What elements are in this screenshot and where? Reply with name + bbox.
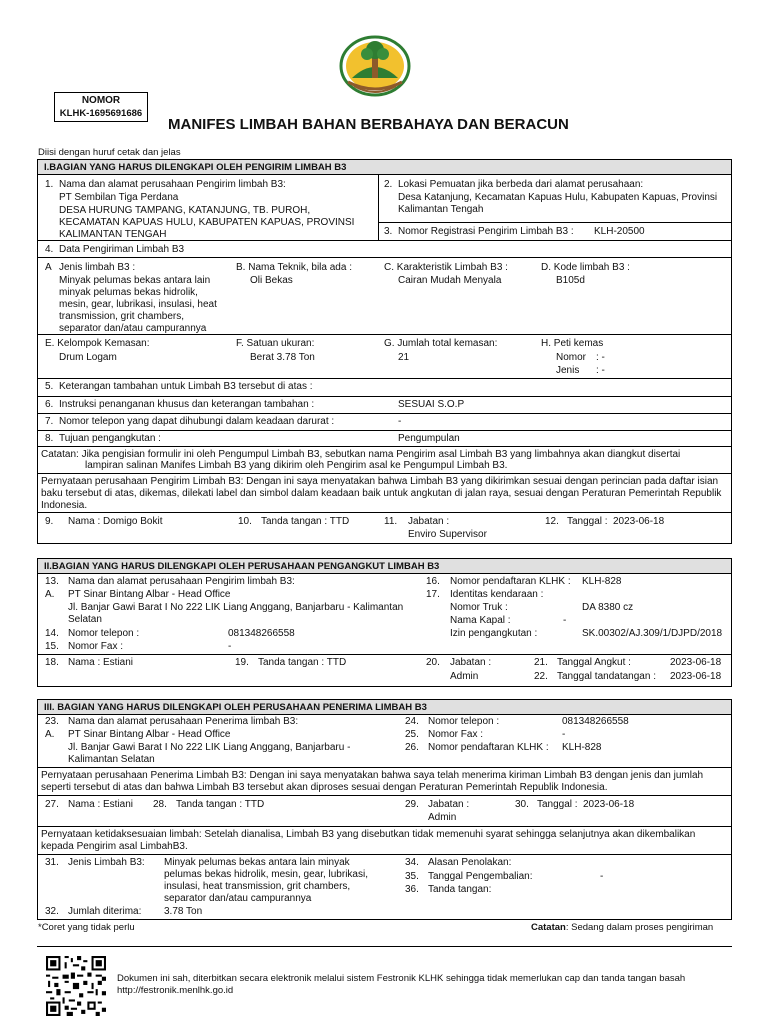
rejection-reason-label: Alasan Penolakan: — [428, 857, 512, 868]
nonconformity-statement: Pernyataan ketidaksesuaian limbah: Setelah dianalisa, Limbah B3 yang disebutkan tidak memenuhi syarat sehingga selanjutnya akan dikembalikan kepada Pengirim asal LimbahB3. — [41, 829, 696, 852]
transporter-phone-label: Nomor telepon : — [68, 628, 140, 639]
container-type-value: : - — [596, 365, 605, 376]
receiver-phone-label: Nomor telepon : — [428, 716, 500, 727]
field-num: 29. — [405, 799, 419, 810]
sender-date-value: 2023-06-18 — [613, 516, 665, 527]
field-num: 16. — [426, 576, 440, 587]
technical-name-label: B. Nama Teknik, bila ada : — [236, 262, 352, 273]
return-date-value: - — [600, 871, 604, 882]
signing-date-value: 2023-06-18 — [670, 671, 722, 682]
field-num: 14. — [45, 628, 59, 639]
page-title: MANIFES LIMBAH BAHAN BERBAHAYA DAN BERACUN — [168, 116, 569, 133]
transporter-fax-value: - — [228, 641, 232, 652]
truck-number-value: DA 8380 cz — [582, 602, 634, 613]
field-num: 24. — [405, 716, 419, 727]
received-waste-type-label: Jenis Limbah B3: — [68, 857, 145, 868]
field-num: 11. — [384, 516, 398, 527]
return-signature-label: Tanda tangan: — [428, 884, 492, 895]
unit-label: F. Satuan ukuran: — [236, 338, 315, 349]
sender-position-value: Enviro Supervisor — [408, 529, 487, 540]
registration-value: KLH-20500 — [594, 226, 645, 237]
field-num: 9. — [45, 516, 54, 527]
note-text: Catatan: Jika pengisian formulir ini oleh Pengumpul Limbah B3, sebutkan nama Pengirim asal Limbah B3 yang limbahnya akan diangkut disertai — [41, 449, 681, 460]
transporter-position-label: Jabatan : — [450, 657, 492, 668]
handling-label: Instruksi penanganan khusus dan keterangan tambahan : — [59, 399, 315, 410]
field-num: 18. — [45, 657, 59, 668]
field-num: 28. — [153, 799, 167, 810]
note-text-2: lampiran salinan Manifes Limbah B3 yang dikirim oleh Pengirim asal ke Pengumpul Limbah B3. — [85, 460, 508, 471]
section-3-header: III. BAGIAN YANG HARUS DILENGKAPI OLEH PERUSAHAAN PENERIMA LIMBAH B3 — [37, 699, 732, 715]
field-num: 3. — [384, 226, 393, 237]
waste-code-label: D. Kode limbah B3 : — [541, 262, 630, 273]
transporter-klhk-value: KLH-828 — [582, 576, 622, 587]
sender-date-label: Tanggal : — [567, 516, 608, 527]
transporter-name: PT Sinar Bintang Albar - Head Office — [68, 589, 231, 600]
strike-note: *Coret yang tidak perlu — [38, 922, 135, 933]
field-num: 36. — [405, 884, 419, 895]
waste-type-label: Jenis limbah B3 : — [59, 262, 136, 273]
transporter-klhk-label: Nomor pendaftaran KLHK : — [450, 576, 571, 587]
total-package-value: 21 — [398, 352, 410, 363]
total-package-label: G. Jumlah total kemasan: — [384, 338, 498, 349]
technical-name-value: Oli Bekas — [250, 275, 293, 286]
field-letter: A. — [45, 589, 55, 600]
transport-date-label: Tanggal Angkut : — [557, 657, 631, 668]
nomor-label: NOMOR — [81, 95, 121, 106]
field-num: 2. — [384, 179, 393, 190]
sender-name: PT Sembilan Tiga Perdana — [59, 192, 179, 203]
sender-address: DESA HURUNG TAMPANG, KATANJUNG, TB. PUROH, KECAMATAN KAPUAS HULU, KABUPATEN KAPUAS, PROVINSI KALIMANTAN TENGAH — [59, 205, 355, 240]
transporter-signature: Tanda tangan : TTD — [258, 657, 347, 668]
transport-date-value: 2023-06-18 — [670, 657, 722, 668]
field-letter: A — [45, 262, 52, 273]
shipment-status — [531, 922, 713, 934]
field-num: 34. — [405, 857, 419, 868]
truck-number-label: Nomor Truk : — [450, 602, 508, 613]
field-num: 13. — [45, 576, 59, 587]
field-num: 27. — [45, 799, 59, 810]
status-label: Catatan — [531, 922, 566, 933]
registration-label: Nomor Registrasi Pengirim Limbah B3 : — [398, 226, 574, 237]
destination-value: Pengumpulan — [398, 433, 460, 444]
sender-label: Nama dan alamat perusahaan Pengirim limbah B3: — [59, 179, 286, 190]
received-amount-value: 3.78 Ton — [164, 906, 203, 917]
receiver-klhk-label: Nomor pendaftaran KLHK : — [428, 742, 549, 753]
field-num: 10. — [238, 516, 252, 527]
nomor-value: KLHK-1695691686 — [59, 108, 143, 119]
shipment-data-label: Data Pengiriman Limbah B3 — [59, 244, 185, 255]
receiver-date-value: 2023-06-18 — [583, 799, 635, 810]
field-num: 15. — [45, 641, 59, 652]
receiver-statement: Pernyataan perusahaan Penerima Limbah B3: Dengan ini saya menyatakan bahwa saya telah menerima kiriman Limbah B3 dengan jenis dan jumlah seperti tersebut di atas dan bahwa Limbah B3 tersebut akan diproses sesuai dengan Peraturan Pemerintah Republik Indonesia. — [41, 770, 704, 793]
characteristic-label: C. Karakteristik Limbah B3 : — [384, 262, 508, 273]
unit-value: Berat 3.78 Ton — [250, 352, 315, 363]
waste-code-value: B105d — [556, 275, 585, 286]
sender-signature: Tanda tangan : TTD — [261, 516, 350, 527]
permit-value: SK.00302/AJ.309/1/DJPD/2018 — [582, 628, 723, 639]
field-num: 35. — [405, 871, 419, 882]
fill-instruction: Diisi dengan huruf cetak dan jelas — [38, 147, 181, 158]
section-1-header: I.BAGIAN YANG HARUS DILENGKAPI OLEH PENGIRIM LIMBAH B3 — [37, 159, 732, 175]
receiver-signer-name: Nama : Estiani — [68, 799, 134, 810]
destination-label: Tujuan pengangkutan : — [59, 433, 161, 444]
qr-code-icon — [46, 956, 106, 1016]
container-label: H. Peti kemas — [541, 338, 604, 349]
section-2-header: II.BAGIAN YANG HARUS DILENGKAPI OLEH PERUSAHAAN PENGANGKUT LIMBAH B3 — [37, 558, 732, 574]
loading-location-label: Lokasi Pemuatan jika berbeda dari alamat perusahaan: — [398, 179, 644, 190]
sender-statement: Pernyataan perusahaan Pengirim Limbah B3: Dengan ini saya menyatakan bahwa Limbah B3 yang dikirimkan sesuai dengan perincian pada daftar isian baku tersebut di atas, dikemas, dilekati label dan simbol dalam keadaan baik untuk angkutan di jalan raya, sesuai dengan Peraturan Pemerintah Republik Indonesia. — [41, 476, 722, 511]
receiver-label: Nama dan alamat perusahaan Penerima limbah B3: — [68, 716, 299, 727]
field-num: 21. — [534, 657, 548, 668]
waste-type-value: Minyak pelumas bekas antara lain minyak pelumas bekas hidrolik, mesin, gear, lubrikasi, insulasi, heat transmission, grit chambers, separator dan/atau campurannya — [59, 275, 217, 334]
container-type-label: Jenis — [556, 365, 580, 376]
signing-date-label: Tanggal tandatangan : — [557, 671, 656, 682]
field-num: 31. — [45, 857, 59, 868]
receiver-phone-value: 081348266558 — [562, 716, 629, 727]
field-num: 23. — [45, 716, 59, 727]
package-group-value: Drum Logam — [59, 352, 117, 363]
ship-name-label: Nama Kapal : — [450, 615, 511, 626]
receiver-fax-value: - — [562, 729, 566, 740]
handling-value: SESUAI S.O.P — [398, 399, 465, 410]
received-amount-label: Jumlah diterima: — [68, 906, 142, 917]
field-num: 32. — [45, 906, 59, 917]
field-num: 8. — [45, 433, 54, 444]
ship-name-value: - — [563, 615, 567, 626]
document-validity-note: Dokumen ini sah, diterbitkan secara elektronik melalui sistem Festronik KLHK sehingga tidak memerlukan cap dan tanda tangan basah http://festronik.menlhk.go.id — [117, 973, 686, 996]
package-group-label: E. Kelompok Kemasan: — [45, 338, 150, 349]
emergency-phone-value: - — [398, 416, 402, 427]
transporter-signer-name: Nama : Estiani — [68, 657, 134, 668]
container-number-value: : - — [596, 352, 605, 363]
field-num: 4. — [45, 244, 54, 255]
transporter-position-value: Admin — [450, 671, 479, 682]
sender-position-label: Jabatan : — [408, 516, 450, 527]
receiver-signature: Tanda tangan : TTD — [176, 799, 265, 810]
field-num: 17. — [426, 589, 440, 600]
received-waste-type-value: Minyak pelumas bekas antara lain minyak pelumas bekas hidrolik, mesin, gear, lubrikasi, insulasi, heat transmission, grit chambers, separator dan/atau campurannya — [164, 857, 368, 904]
receiver-position-value: Admin — [428, 812, 457, 823]
klhk-logo-icon — [338, 34, 412, 98]
field-num: 7. — [45, 416, 54, 427]
nomor-box — [54, 92, 148, 122]
receiver-position-label: Jabatan : — [428, 799, 470, 810]
field-num: 1. — [45, 179, 54, 190]
sender-signer-name: Nama : Domigo Bokit — [68, 516, 163, 527]
transporter-label: Nama dan alamat perusahaan Pengirim limbah B3: — [68, 576, 295, 587]
transporter-address: Jl. Banjar Gawi Barat I No 222 LIK Liang Anggang, Banjarbaru - Kalimantan Selatan — [68, 602, 404, 625]
transporter-phone-value: 081348266558 — [228, 628, 295, 639]
vehicle-identity-label: Identitas kendaraan : — [450, 589, 544, 600]
permit-label: Izin pengangkutan : — [450, 628, 538, 639]
receiver-address: Jl. Banjar Gawi Barat I No 222 LIK Liang Anggang, Banjarbaru - Kalimantan Selatan — [68, 742, 351, 765]
field-num: 20. — [426, 657, 440, 668]
field-num: 6. — [45, 399, 54, 410]
field-num: 12. — [545, 516, 559, 527]
container-number-label: Nomor — [556, 352, 587, 363]
status-value: : Sedang dalam proses pengiriman — [565, 922, 714, 933]
receiver-fax-label: Nomor Fax : — [428, 729, 484, 740]
loading-location-value: Desa Katanjung, Kecamatan Kapuas Hulu, Kabupaten Kapuas, Provinsi Kalimantan Tengah — [398, 192, 718, 215]
additional-info-label: Keterangan tambahan untuk Limbah B3 tersebut di atas : — [59, 381, 313, 392]
emergency-phone-label: Nomor telepon yang dapat dihubungi dalam keadaan darurat : — [59, 416, 335, 427]
field-num: 30. — [515, 799, 529, 810]
receiver-klhk-value: KLH-828 — [562, 742, 602, 753]
field-num: 22. — [534, 671, 548, 682]
field-num: 26. — [405, 742, 419, 753]
field-num: 19. — [235, 657, 249, 668]
field-num: 5. — [45, 381, 54, 392]
field-num: 25. — [405, 729, 419, 740]
transporter-fax-label: Nomor Fax : — [68, 641, 124, 652]
receiver-name: PT Sinar Bintang Albar - Head Office — [68, 729, 231, 740]
characteristic-value: Cairan Mudah Menyala — [398, 275, 502, 286]
receiver-date-label: Tanggal : — [537, 799, 578, 810]
return-date-label: Tanggal Pengembalian: — [428, 871, 533, 882]
field-letter: A. — [45, 729, 55, 740]
